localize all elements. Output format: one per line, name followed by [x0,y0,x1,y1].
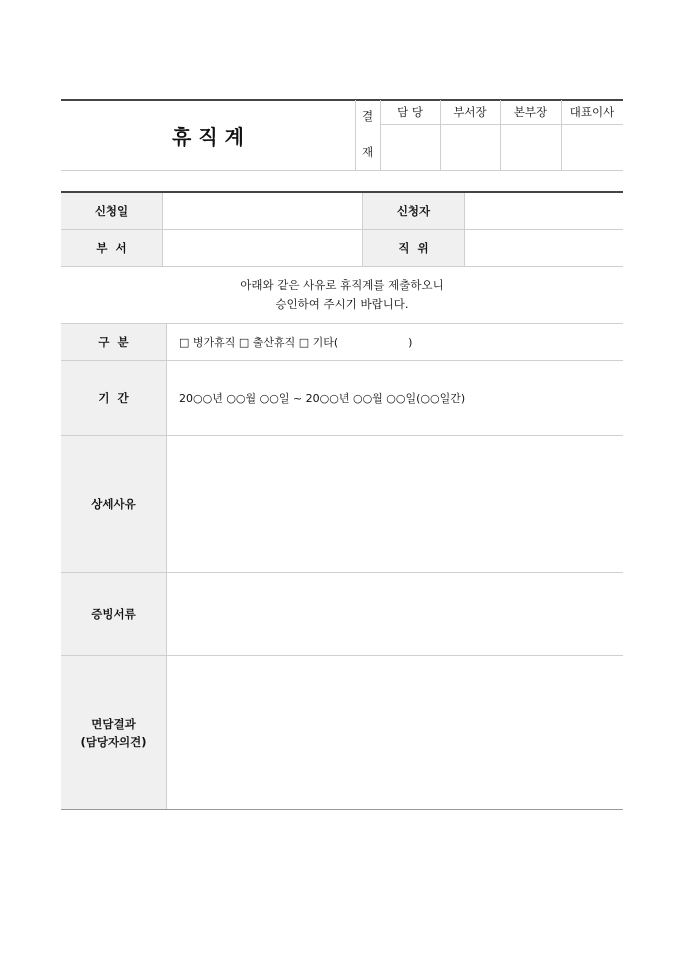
applicant-field[interactable] [465,193,623,229]
approval-column-department-head: 부서장 [453,105,487,119]
applicant-label: 신청자 [363,193,464,229]
period-value[interactable]: 20○○년 ○○월 ○○일 ~ 20○○년 ○○월 ○○일(○○일간) [179,392,466,405]
position-field[interactable] [465,230,623,266]
department-label: 부 서 [61,230,162,266]
category-options[interactable]: □ 병가휴직 □ 출산휴직 □ 기타( ) [179,336,413,349]
approval-side-label-top: 결 [361,109,374,123]
department-field[interactable] [163,230,362,266]
approval-column-division-head: 본부장 [513,105,548,119]
interview-label-line-1: 면담결과 [91,716,136,731]
apply-date-label: 신청일 [61,193,162,229]
approval-side-label-bottom: 재 [361,145,374,159]
form-bottom-border [61,809,623,810]
reason-field[interactable] [167,436,623,572]
signature-box-department-head[interactable] [441,125,500,170]
signature-box-staff[interactable] [381,125,440,170]
reason-label: 상세사유 [61,436,166,572]
header-bottom-border [61,170,623,171]
document-title: 휴 직 계 [172,124,244,149]
evidence-label: 증빙서류 [61,573,166,655]
col-divider [362,193,363,266]
period-label: 기 간 [61,361,166,435]
interview-label-line-2: (담당자의견) [80,734,147,749]
col-divider [162,193,163,266]
submission-notice [61,267,623,323]
approval-column-staff: 담 당 [397,105,423,119]
signature-box-ceo[interactable] [562,125,623,170]
notice-line-2: 승인하여 주시기 바랍니다. [275,297,409,311]
apply-date-field[interactable] [163,193,362,229]
signature-box-division-head[interactable] [501,125,561,170]
interview-label [61,656,166,809]
position-label: 직 위 [363,230,464,266]
col-divider [464,193,465,266]
label-col-divider [166,324,167,809]
approval-column-ceo: 대표이사 [569,105,615,119]
evidence-field[interactable] [167,573,623,655]
interview-field[interactable] [167,656,623,809]
category-label: 구 분 [61,324,166,360]
notice-line-1: 아래와 같은 사유로 휴직계를 제출하오니 [240,278,444,292]
